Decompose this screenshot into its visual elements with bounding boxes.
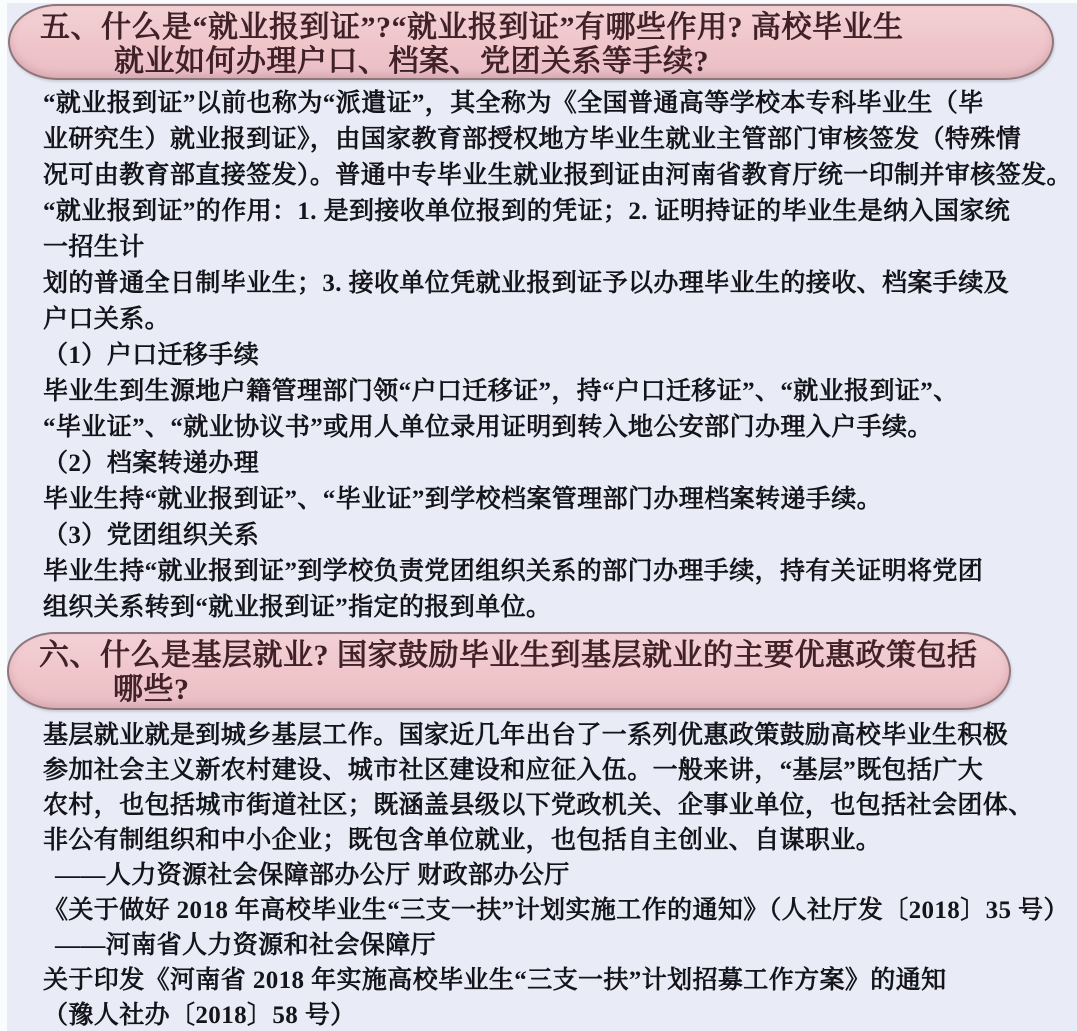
body-line: 一招生计	[43, 234, 145, 261]
body-line: 关于印发《河南省 2018 年实施高校毕业生“三支一扶”计划招募工作方案》的通知	[43, 967, 947, 994]
body-line: 毕业生持“就业报到证”到学校负责党团组织关系的部门办理手续，持有关证明将党团	[43, 558, 984, 585]
section-question-6	[7, 632, 1077, 1031]
body-line: 户口关系。	[43, 306, 171, 333]
body-line: “就业报到证”的作用：1. 是到接收单位报到的凭证；2. 证明持证的毕业生是纳入国家统	[43, 198, 1011, 225]
body-line: 况可由教育部直接签发）。普通中专毕业生就业报到证由河南省教育厅统一印制并审核签发。	[43, 162, 1072, 189]
body-line: ——人力资源社会保障部办公厅 财政部办公厅	[55, 862, 570, 889]
answer-5-text	[7, 80, 1077, 626]
question-5-title-line2: 就业如何办理户口、档案、党团关系等手续?	[114, 45, 709, 78]
section-question-5	[7, 4, 1077, 626]
question-5-bubble	[8, 4, 1054, 80]
body-line: （豫人社办〔2018〕58 号）	[43, 1002, 356, 1029]
body-line: “就业报到证”以前也称为“派遣证”，其全称为《全国普通高等学校本专科毕业生（毕	[43, 90, 984, 117]
body-line: 业研究生）就业报到证》，由国家教育部授权地方毕业生就业主管部门审核签发（特殊情	[43, 126, 1022, 153]
body-line: 毕业生持“就业报到证”、“毕业证”到学校档案管理部门办理档案转递手续。	[43, 486, 883, 513]
body-line: 基层就业就是到城乡基层工作。国家近几年出台了一系列优惠政策鼓励高校毕业生积极	[43, 722, 1009, 749]
body-line: 划的普通全日制毕业生；3. 接收单位凭就业报到证予以办理毕业生的接收、档案手续及	[43, 270, 1010, 297]
question-5-title-line1: 五、什么是“就业报到证”?“就业报到证”有哪些作用? 高校毕业生	[40, 11, 904, 44]
body-line: 《关于做好 2018 年高校毕业生“三支一扶”计划实施工作的通知》（人社厅发〔2018〕35 号）	[43, 897, 1069, 924]
body-line: 参加社会主义新农村建设、城市社区建设和应征入伍。一般来讲，“基层”既包括广大	[43, 757, 984, 784]
body-line: （2）档案转递办理	[43, 450, 260, 477]
body-line: （1）户口迁移手续	[43, 342, 260, 369]
body-line: （3）党团组织关系	[43, 522, 260, 549]
body-line: ——河南省人力资源和社会保障厅	[55, 932, 437, 959]
question-6-bubble	[7, 632, 1011, 710]
answer-6-text	[7, 710, 1077, 1031]
body-line: 非公有制组织和中小企业；既包含单位就业，也包括自主创业、自谋职业。	[43, 827, 882, 854]
question-6-title-line2: 哪些?	[113, 673, 190, 706]
body-line: 毕业生到生源地户籍管理部门领“户口迁移证”，持“户口迁移证”、“就业报到证”、	[43, 378, 959, 405]
body-line: “毕业证”、“就业协议书”或用人单位录用证明到转入地公安部门办理入户手续。	[43, 414, 933, 441]
body-line: 农村，也包括城市街道社区；既涵盖县级以下党政机关、企事业单位，也包括社会团体、	[43, 792, 1034, 819]
body-line: 组织关系转到“就业报到证”指定的报到单位。	[43, 594, 552, 621]
question-6-title-line1: 六、什么是基层就业? 国家鼓励毕业生到基层就业的主要优惠政策包括	[39, 639, 978, 672]
